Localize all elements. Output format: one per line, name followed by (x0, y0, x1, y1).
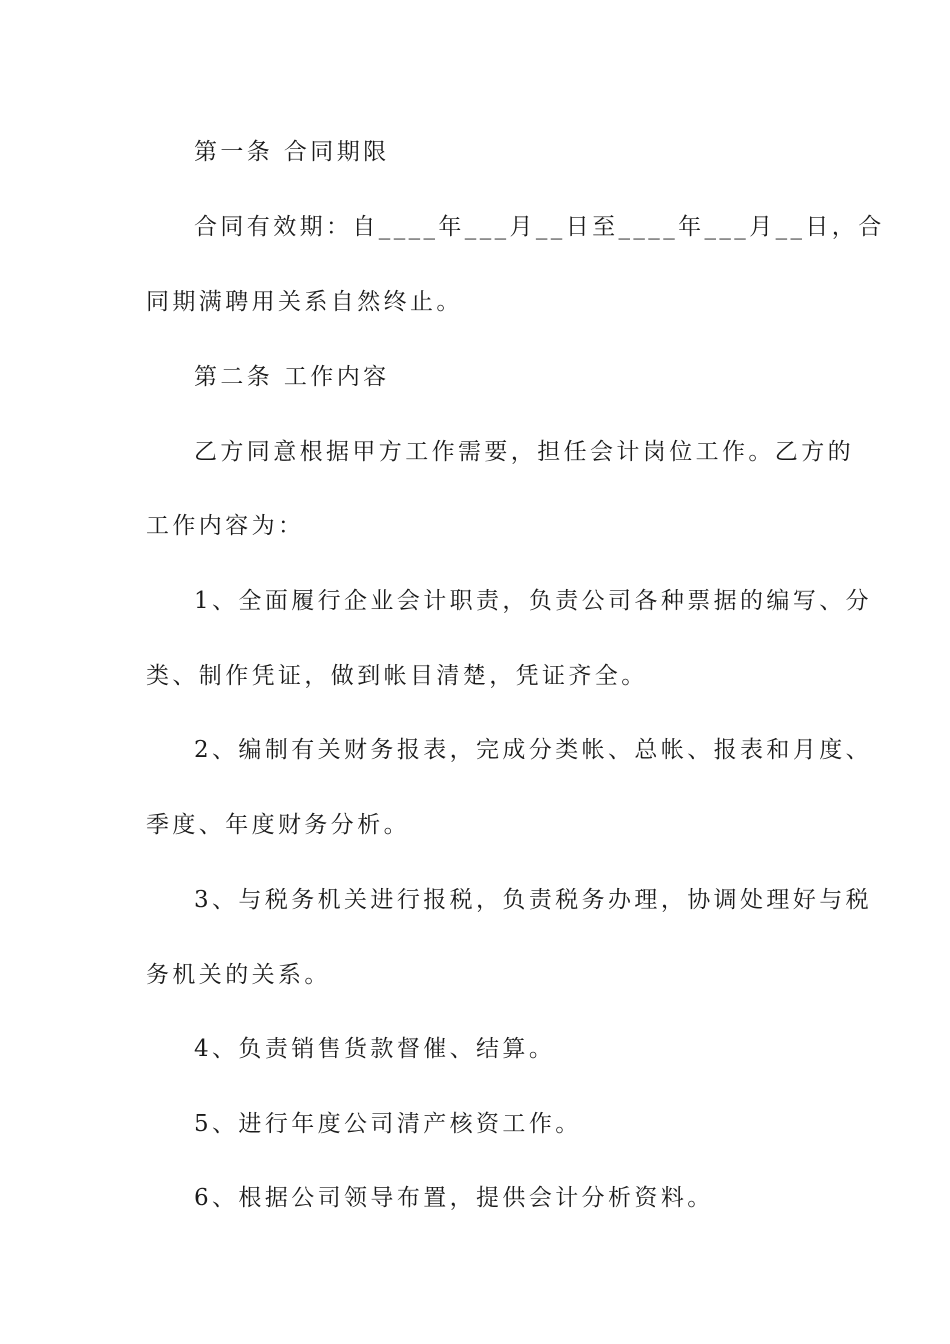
article-2-heading: 第二条 工作内容 (194, 364, 390, 390)
duty-1-line-1: 1、全面履行企业会计职责，负责公司各种票据的编写、分 (194, 588, 873, 614)
duty-2-line-1: 2、编制有关财务报表，完成分类帐、总帐、报表和月度、 (194, 737, 873, 763)
duty-3-line-2: 务机关的关系。 (146, 962, 331, 988)
duty-3-line-1: 3、与税务机关进行报税，负责税务办理，协调处理好与税 (194, 887, 873, 913)
duty-4: 4、负责销售货款督催、结算。 (194, 1036, 556, 1062)
contract-period-line-1: 合同有效期：自____年___月__日至____年___月__日，合 (194, 214, 885, 240)
duty-1-line-2: 类、制作凭证，做到帐目清楚，凭证齐全。 (146, 663, 648, 689)
article-1-heading: 第一条 合同期限 (194, 139, 390, 165)
duty-2-line-2: 季度、年度财务分析。 (146, 812, 410, 838)
duty-5: 5、进行年度公司清产核资工作。 (194, 1111, 582, 1137)
contract-period-line-2: 同期满聘用关系自然终止。 (146, 289, 463, 315)
duty-6: 6、根据公司领导布置，提供会计分析资料。 (194, 1185, 714, 1211)
work-content-intro-line-2: 工作内容为： (146, 513, 305, 539)
work-content-intro-line-1: 乙方同意根据甲方工作需要，担任会计岗位工作。乙方的 (194, 439, 854, 465)
